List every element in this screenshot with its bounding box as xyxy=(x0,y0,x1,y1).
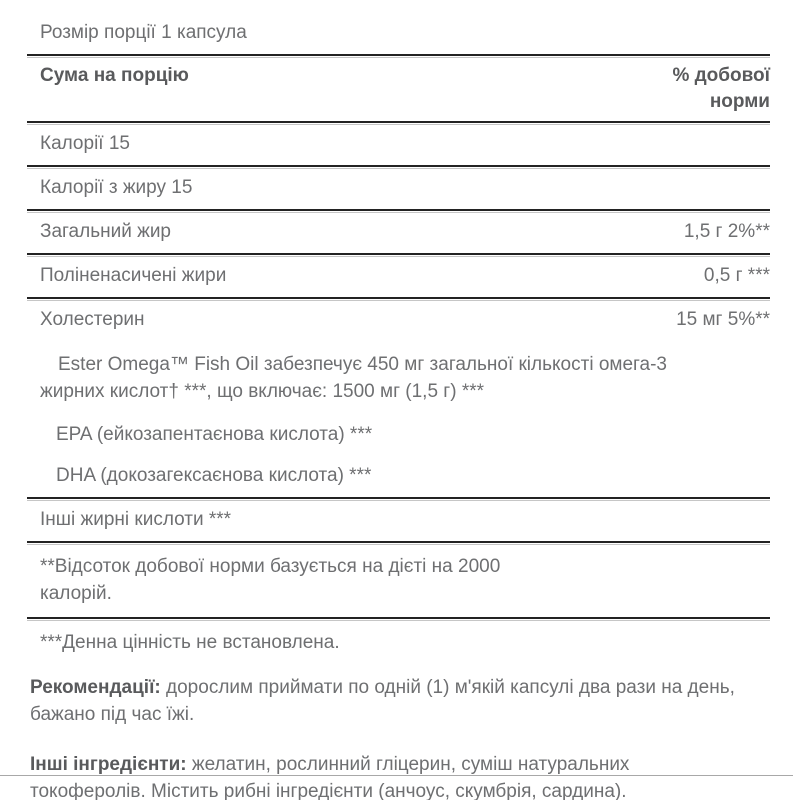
table-row-epa: EPA (ейкозапентаєнова кислота) *** xyxy=(56,424,373,445)
table-row-other-fatty-acids: Інші жирні кислоти *** xyxy=(40,509,232,530)
table-row-calories-from-fat xyxy=(27,169,770,209)
table-row-polyunsaturated-fat xyxy=(27,257,770,297)
omega-3-description: Ester Omega™ Fish Oil забезпечує 450 мг загальної кількості омега-3 жирних кислот† ***, що включає: 1500 мг (1,5 г) *** xyxy=(40,354,667,402)
directions-text: дорослим приймати по одній (1) м'якій капсулі два рази на день, бажано під час їжі. xyxy=(30,677,735,725)
nutrient-value: 1,5 г 2%** xyxy=(683,221,770,242)
nutrient-name: Калорії 15 xyxy=(40,133,130,154)
nutrient-name: Загальний жир xyxy=(40,221,171,242)
footnote-daily-value: **Відсоток добової норми базується на дієті на 2000 калорій. xyxy=(40,556,501,604)
table-row-cholesterol xyxy=(27,301,770,341)
amount-per-serving-header: Сума на порцію xyxy=(40,65,189,86)
nutrient-name: Калорії з жиру 15 xyxy=(40,177,193,198)
nutrient-value: 0,5 г *** xyxy=(703,265,770,286)
supplement-facts-table xyxy=(27,14,770,668)
table-row-total-fat xyxy=(27,213,770,253)
table-header-row xyxy=(27,58,770,121)
directions-paragraph xyxy=(30,674,736,728)
serving-size-row: Розмір порції 1 капсула xyxy=(40,22,247,43)
other-ingredients-label: Інші інгредієнти: xyxy=(30,754,187,775)
nutrient-name: Поліненасичені жири xyxy=(40,265,227,286)
directions-label: Рекомендації: xyxy=(30,677,161,698)
nutrient-name: Холестерин xyxy=(40,309,145,330)
table-row-dha: DHA (докозагексаєнова кислота) *** xyxy=(56,465,372,486)
percent-daily-value-header: % добової норми xyxy=(672,65,770,112)
nutrient-value: 15 мг 5%** xyxy=(676,309,770,330)
bottom-divider xyxy=(0,775,793,776)
footnote-not-established: ***Денна цінність не встановлена. xyxy=(40,632,340,653)
table-row-calories xyxy=(27,125,770,165)
label-bottom-text xyxy=(30,674,770,800)
other-ingredients-text: желатин, рослинний гліцерин, суміш натуральних токоферолів. Містить рибні інгредієнти (анчоус, скумбрія, сардина). xyxy=(30,754,630,800)
